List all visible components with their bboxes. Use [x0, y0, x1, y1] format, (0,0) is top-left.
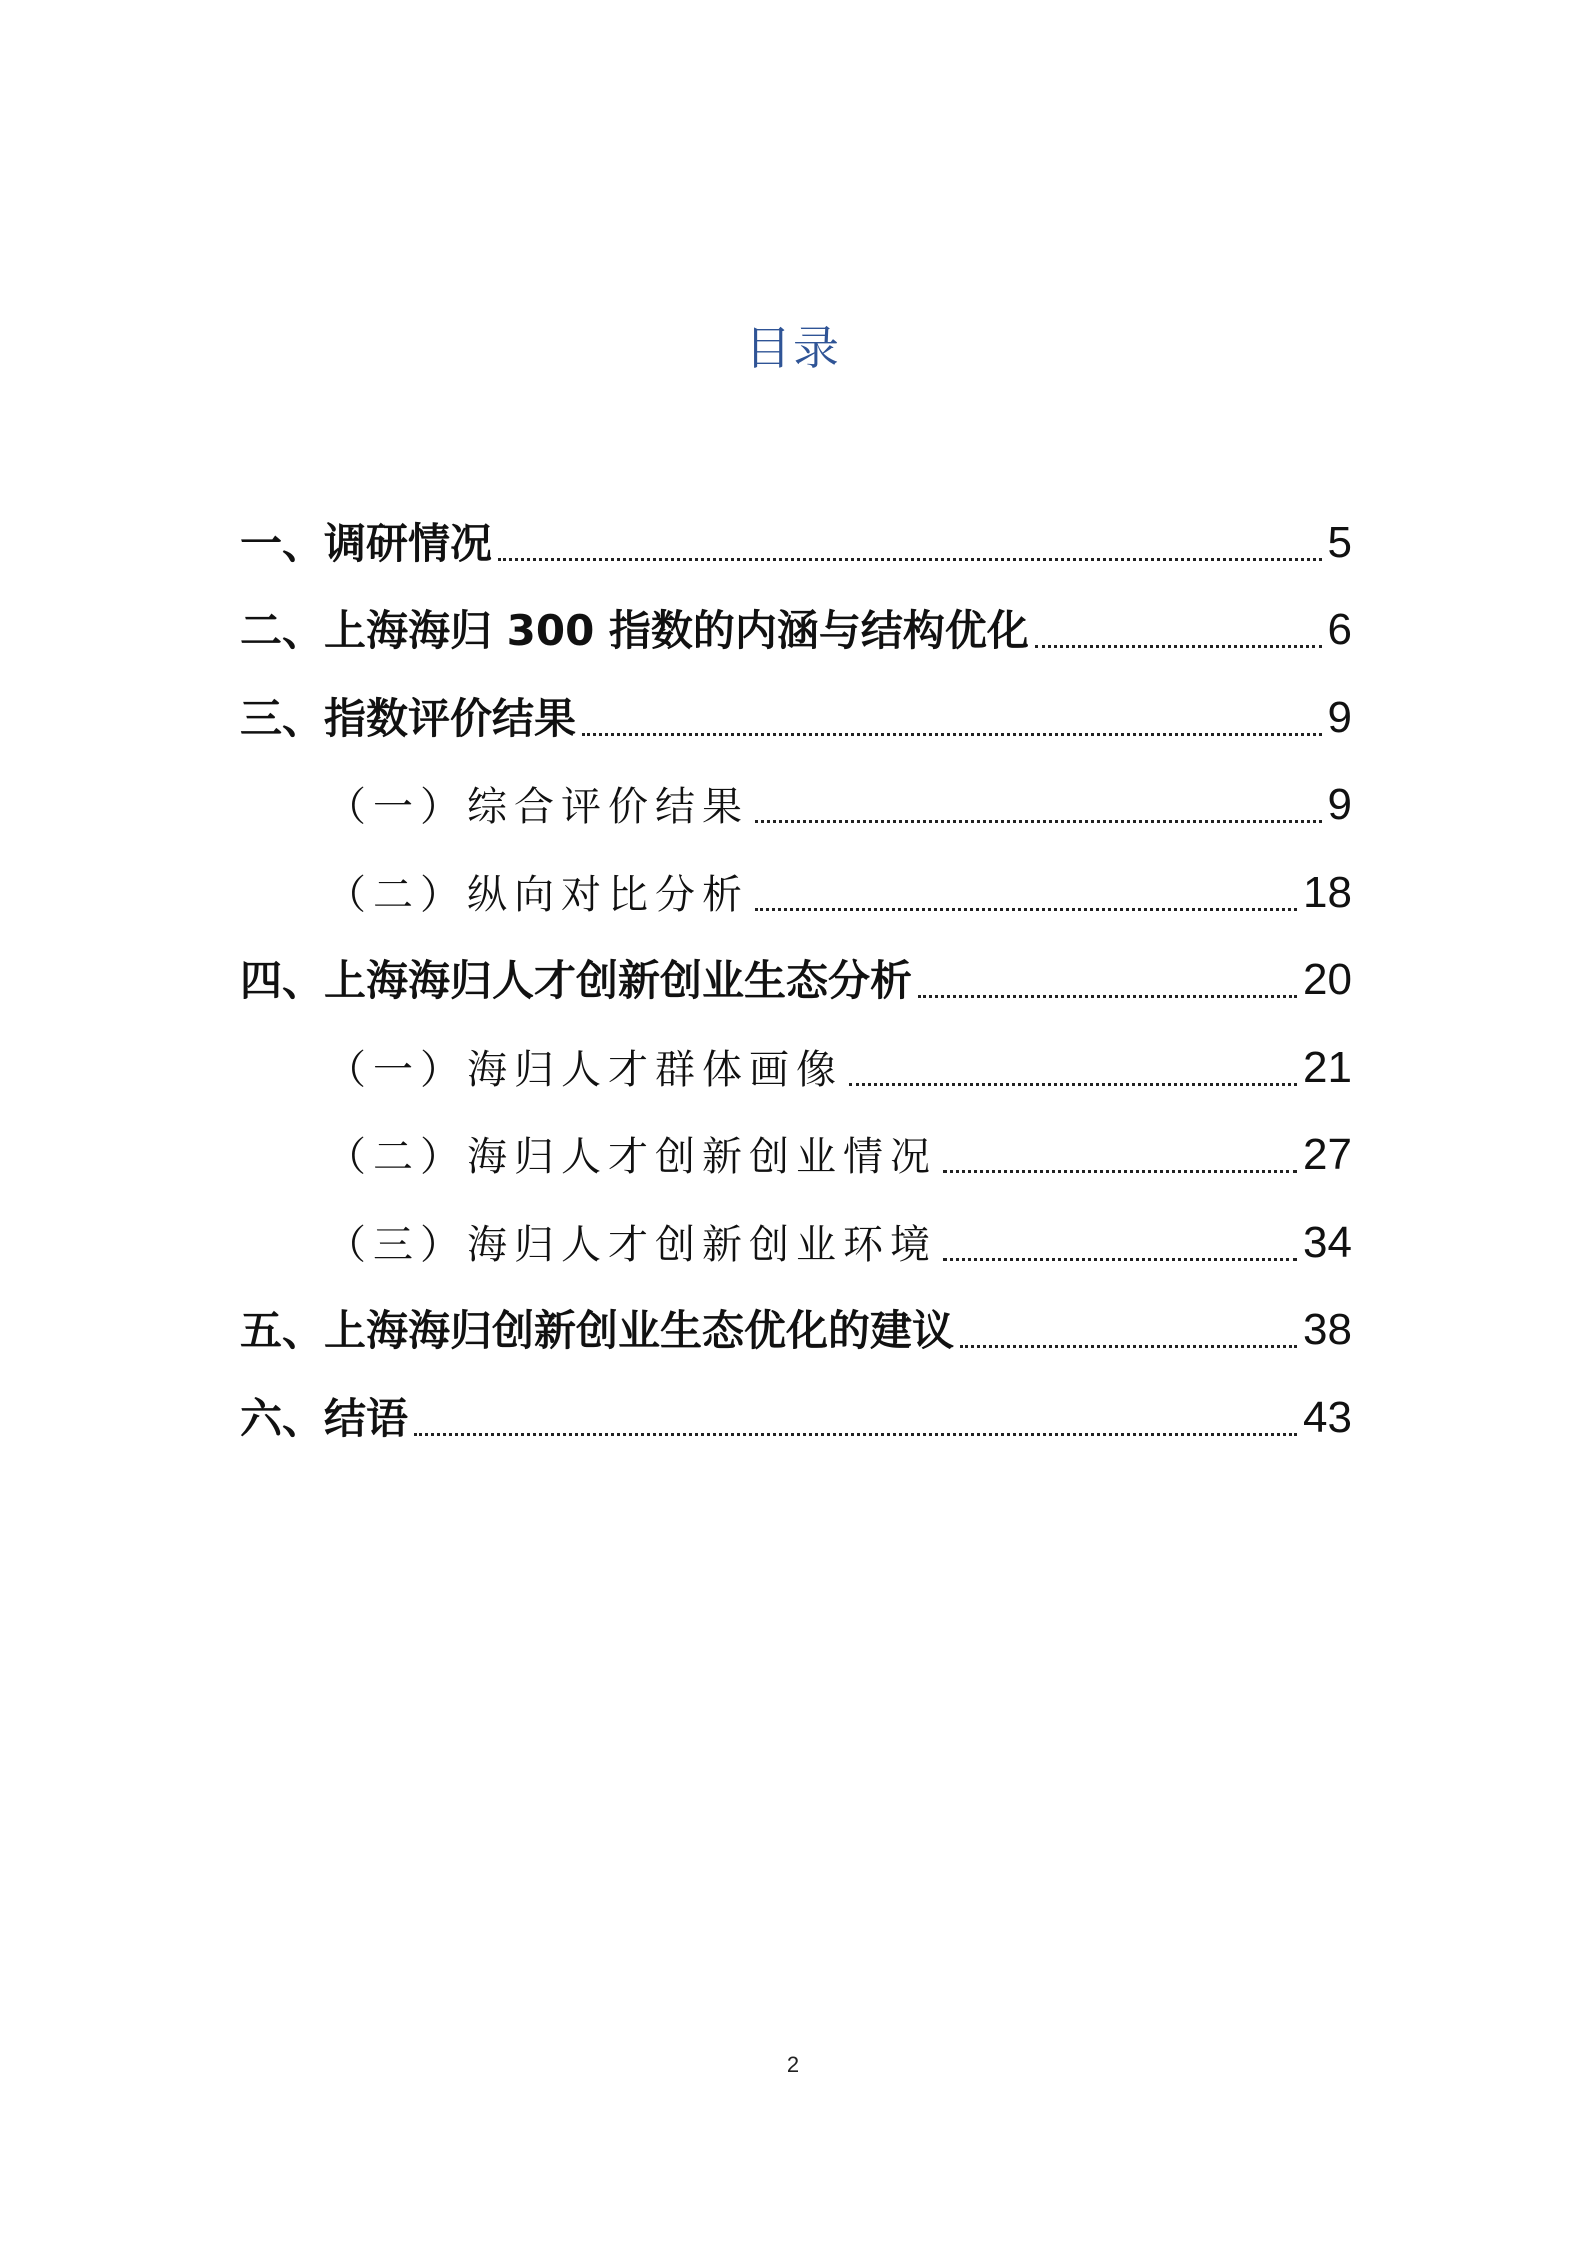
- toc-entry-label: 六、结语: [240, 1393, 409, 1443]
- toc-leader-dots: [414, 1433, 1297, 1436]
- toc-entry-label: （三）海归人才创新创业环境: [326, 1221, 937, 1268]
- toc-entry-page: 20: [1303, 955, 1352, 1004]
- toc-entry-longitudinal-comparison[interactable]: [240, 845, 1352, 933]
- toc-entry-page: 18: [1303, 867, 1352, 917]
- toc-entry-label: （二）纵向对比分析: [326, 871, 749, 918]
- toc-leader-dots: [755, 908, 1297, 911]
- toc-entry-evaluation-results[interactable]: [240, 670, 1352, 758]
- toc-leader-dots: [943, 1258, 1297, 1261]
- toc-leader-dots: [498, 558, 1322, 561]
- toc-entry-page: 27: [1303, 1130, 1352, 1179]
- page-title: 目录: [745, 321, 841, 375]
- toc-leader-dots: [943, 1170, 1297, 1173]
- toc-entry-page: 21: [1303, 1042, 1352, 1092]
- toc-leader-dots: [918, 995, 1297, 998]
- toc-entry-index-structure[interactable]: [240, 583, 1352, 671]
- toc-entry-page: 34: [1303, 1217, 1352, 1267]
- toc-leader-dots: [1035, 645, 1322, 648]
- toc-entry-page: 43: [1303, 1392, 1352, 1442]
- toc-entry-label: 一、调研情况: [240, 518, 493, 568]
- toc-entry-page: 38: [1303, 1305, 1352, 1354]
- toc-entry-label: （二）海归人才创新创业情况: [326, 1134, 937, 1180]
- toc-entry-page: 6: [1327, 605, 1352, 654]
- toc-entry-label: 五、上海海归创新创业生态优化的建议: [240, 1306, 955, 1355]
- toc-entry-page: 9: [1327, 780, 1352, 829]
- toc-entry-label: （一）海归人才群体画像: [326, 1046, 843, 1093]
- toc-entry-label: 三、指数评价结果: [240, 693, 577, 743]
- toc-entry-research-overview[interactable]: [240, 495, 1352, 583]
- toc-entry-label: （一）综合评价结果: [326, 784, 749, 830]
- toc-entry-talent-profile[interactable]: [240, 1020, 1352, 1108]
- toc-leader-dots: [849, 1083, 1297, 1086]
- toc-entry-label: 二、上海海归 300 指数的内涵与结构优化: [240, 606, 1029, 655]
- toc-entry-recommendations[interactable]: [240, 1283, 1352, 1371]
- toc-leader-dots: [960, 1345, 1297, 1348]
- toc-entry-ecosystem-analysis[interactable]: [240, 933, 1352, 1021]
- toc-entry-innovation-environment[interactable]: [240, 1195, 1352, 1283]
- toc-leader-dots: [755, 820, 1322, 823]
- toc-entry-label: 四、上海海归人才创新创业生态分析: [240, 956, 913, 1005]
- toc-leader-dots: [582, 733, 1322, 736]
- toc-entry-page: 9: [1327, 692, 1352, 742]
- toc-entry-comprehensive-results[interactable]: [240, 758, 1352, 846]
- toc-entry-conclusion[interactable]: [240, 1370, 1352, 1458]
- toc-entry-page: 5: [1327, 517, 1352, 567]
- toc-entry-innovation-status[interactable]: [240, 1108, 1352, 1196]
- table-of-contents: [240, 495, 1352, 1458]
- page-number: 2: [786, 2052, 800, 2077]
